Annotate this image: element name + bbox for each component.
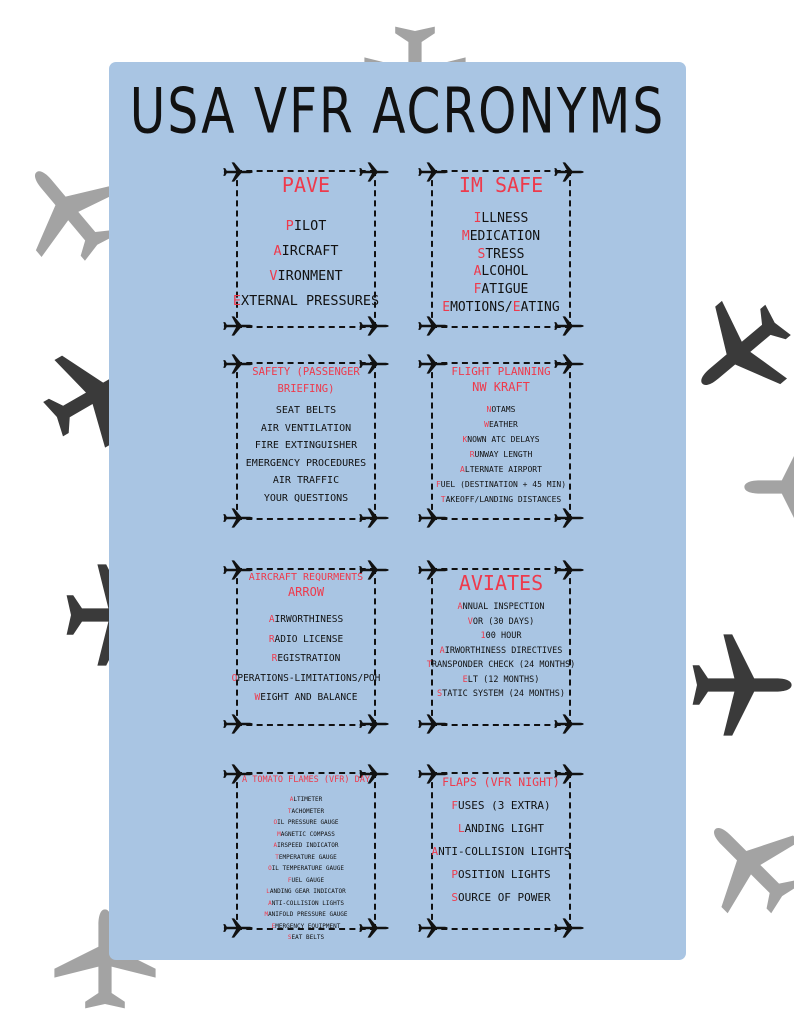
item-text: ANDING LIGHT [464, 822, 545, 835]
acronym-card [431, 772, 571, 930]
item-text: OTAMS [491, 405, 516, 414]
list-item [421, 600, 581, 615]
card-title: FLAPS (VFR NIGHT) [442, 775, 560, 789]
list-item [226, 932, 386, 944]
acronym-letter: O [268, 865, 272, 872]
item-text: ATIGUE [481, 282, 529, 298]
acronym-card [232, 170, 380, 328]
item-text: IL TEMPERATURE GAUGE [271, 865, 344, 872]
acronym-letter: E [232, 293, 241, 309]
acronym-letter: F [287, 876, 292, 884]
list-item [226, 829, 386, 841]
acronym-letter: V [269, 268, 278, 284]
airplane-icon [358, 708, 390, 740]
acronym-letter: I [473, 211, 482, 226]
acronym-list [421, 210, 581, 317]
list-item [226, 817, 386, 829]
list-item [421, 644, 581, 659]
acronym-letter: A [268, 614, 275, 625]
airplane-icon [553, 708, 585, 740]
acronym-card [236, 362, 376, 520]
list-item [421, 615, 581, 630]
list-item [226, 472, 386, 490]
item-text: LTIMETER [293, 796, 323, 803]
acronym-letter: A [460, 465, 465, 474]
item-text: IRCRAFT [281, 243, 339, 259]
acronym-letter: E [271, 922, 276, 930]
list-item [226, 649, 386, 669]
acronym-letter: F [435, 480, 441, 489]
item-text: LT (12 MONTHS) [467, 674, 540, 685]
list-item [226, 437, 386, 455]
acronym-letter: A [439, 645, 445, 656]
item-text: ANDING GEAR INDICATOR [269, 888, 346, 895]
airplane-icon [358, 310, 390, 342]
item-text: EATHER [488, 420, 518, 429]
item-text: AKEOFF/LANDING DISTANCES [445, 495, 562, 504]
acronym-letter: M [264, 911, 269, 918]
list-item [421, 817, 581, 840]
item-text: AIR VENTILATION [260, 422, 352, 434]
acronym-letter: 1 [480, 631, 486, 641]
acronym-letter: T [426, 660, 432, 670]
acronym-letter: F [473, 282, 482, 298]
list-item [421, 281, 581, 299]
acronym-letter: N [486, 405, 492, 414]
acronym-list [421, 402, 581, 507]
list-item [421, 402, 581, 417]
list-item [421, 687, 581, 702]
list-item [421, 417, 581, 432]
item-text: 00 HOUR [485, 631, 522, 641]
list-item [226, 909, 386, 921]
card-title: A TOMATO FLAMES (VFR) DAY [242, 775, 370, 785]
list-item [421, 228, 581, 246]
item-text: RANSPONDER CHECK (24 MONTHS) [431, 660, 576, 670]
acronym-letter: A [273, 842, 278, 849]
airplane-icon [222, 708, 254, 740]
acronym-letter: W [484, 420, 489, 429]
acronym-letter: F [451, 799, 458, 812]
acronym-letter: W [254, 692, 261, 703]
item-text: IRONMENT [277, 268, 343, 284]
list-item [421, 794, 581, 817]
item-text: MERGENCY EQUIPMENT [275, 922, 341, 930]
acronym-letter: A [268, 899, 272, 907]
item-text: EDICATION [469, 228, 541, 244]
acronym-list [226, 402, 386, 507]
airplane-icon [417, 708, 449, 740]
card-title: PAVE [281, 173, 331, 197]
item-text: EMERGENCY PROCEDURES [245, 457, 367, 469]
list-item [226, 264, 386, 289]
list-item [421, 840, 581, 863]
item-text: TRESS [485, 246, 525, 262]
list-item [421, 462, 581, 477]
item-text: AGNETIC COMPASS [280, 830, 335, 838]
list-item [226, 688, 386, 708]
acronym-letter: A [289, 796, 294, 803]
item-text: IRSPEED INDICATOR [277, 842, 339, 849]
bg-plane-icon [673, 787, 794, 943]
item-text: ATING [520, 299, 560, 315]
list-item [226, 794, 386, 806]
item-text: EMPERATURE GAUGE [278, 853, 337, 861]
list-item [226, 806, 386, 818]
card-title: SAFETY (PASSENGER BRIEFING) [252, 366, 360, 395]
list-item [226, 921, 386, 933]
item-text: IRWORTHINESS DIRECTIVES [444, 645, 563, 656]
item-text: PERATIONS-LIMITATIONS/POH [237, 672, 381, 684]
acronym-letter: M [277, 830, 281, 838]
item-text: YOUR QUESTIONS [263, 492, 349, 504]
item-text: FIRE EXTINGUISHER [254, 440, 358, 451]
card-title: FLIGHT PLANNING [451, 365, 551, 378]
acronym-letter: T [275, 853, 279, 861]
acronym-letter: V [467, 616, 473, 627]
acronym-card [231, 568, 381, 726]
acronym-letter: S [451, 891, 458, 904]
acronym-letter: S [287, 934, 292, 941]
item-text: AIR TRAFFIC [272, 475, 340, 486]
acronym-letter: O [273, 819, 278, 826]
item-text: NNUAL INSPECTION [462, 602, 545, 612]
list-item [421, 886, 581, 909]
bg-plane-icon [740, 432, 794, 542]
item-text: NTI-COLLISION LIGHTS [271, 899, 344, 907]
item-text: LCOHOL [481, 264, 529, 280]
item-text: OURCE OF POWER [457, 891, 551, 904]
item-text: UEL (DESTINATION + 45 MIN) [440, 480, 567, 489]
list-item [226, 289, 386, 314]
acronym-letter: P [285, 218, 294, 234]
item-text: SEAT BELTS [275, 405, 337, 416]
card-title: IM SAFE [458, 173, 544, 197]
item-text: MOTIONS/ [450, 299, 513, 315]
item-text: TATIC SYSTEM (24 MONTHS) [442, 689, 565, 699]
poster-panel [109, 62, 686, 960]
airplane-icon [222, 310, 254, 342]
item-text: OR (30 DAYS) [472, 616, 535, 627]
list-item [226, 840, 386, 852]
list-item [421, 477, 581, 492]
list-item [421, 246, 581, 264]
list-item [226, 402, 386, 420]
airplane-icon [417, 912, 449, 944]
acronym-letter: M [461, 228, 470, 244]
acronym-list [226, 610, 386, 708]
item-text: LLNESS [481, 211, 529, 226]
list-item [226, 420, 386, 438]
item-text: EGISTRATION [277, 653, 341, 664]
item-text: UNWAY LENGTH [474, 450, 533, 459]
card-subtitle: ARROW [287, 585, 325, 599]
acronym-letter: A [273, 243, 282, 259]
list-item [226, 239, 386, 264]
acronym-letter: E [462, 674, 468, 685]
acronym-letter: E [442, 299, 451, 315]
list-item [226, 455, 386, 473]
item-text: NOWN ATC DELAYS [467, 435, 540, 444]
item-text: UEL GAUGE [291, 876, 325, 884]
acronym-card [426, 568, 576, 726]
item-text: IL PRESSURE GAUGE [277, 819, 339, 826]
list-item [421, 432, 581, 447]
list-item [226, 490, 386, 508]
item-text: ADIO LICENSE [274, 633, 344, 645]
list-item [421, 492, 581, 507]
acronym-letter: S [437, 689, 443, 699]
item-text: ACHOMETER [291, 807, 325, 815]
list-item [226, 852, 386, 864]
list-item [421, 263, 581, 281]
bg-plane-icon [686, 630, 794, 740]
card-title: AVIATES [458, 571, 544, 595]
item-text: EAT BELTS [291, 934, 325, 941]
card-subtitle: NW KRAFT [472, 380, 530, 395]
item-text: NTI-COLLISION LIGHTS [438, 845, 571, 858]
item-text: IRWORTHINESS [274, 614, 344, 625]
acronym-card [431, 170, 571, 328]
acronym-letter: A [473, 264, 482, 280]
acronym-list [226, 794, 386, 944]
item-text: ILOT [293, 218, 327, 234]
list-item [226, 630, 386, 650]
acronym-letter: L [457, 822, 465, 835]
acronym-letter: R [469, 450, 475, 459]
list-item [226, 875, 386, 887]
acronym-letter: O [231, 672, 238, 684]
page-title: USA VFR ACRONYMS [129, 75, 666, 148]
list-item [226, 669, 386, 689]
acronym-letter: A [431, 845, 439, 858]
airplane-icon [553, 912, 585, 944]
acronym-list [421, 600, 581, 702]
item-text: ANIFOLD PRESSURE GAUGE [268, 911, 348, 918]
list-item [421, 210, 581, 228]
card-title: AIRCRAFT REQURMENTS [248, 572, 364, 583]
acronym-list [421, 794, 581, 909]
list-item [421, 673, 581, 688]
acronym-letter: L [266, 888, 270, 895]
acronym-letter: R [271, 653, 278, 664]
list-item [226, 610, 386, 630]
acronym-letter: T [440, 495, 446, 504]
acronym-list [226, 214, 386, 314]
item-text: OSITION LIGHTS [457, 868, 551, 881]
acronym-letter: T [287, 807, 292, 815]
item-text: LTERNATE AIRPORT [464, 465, 542, 474]
list-item [226, 886, 386, 898]
list-item [421, 629, 581, 644]
item-text: USES (3 EXTRA) [457, 799, 551, 812]
acronym-letter: A [457, 602, 463, 612]
list-item [421, 863, 581, 886]
acronym-letter: S [477, 246, 486, 262]
acronym-card [431, 362, 571, 520]
list-item [421, 658, 581, 673]
list-item [421, 299, 581, 317]
list-item [226, 214, 386, 239]
list-item [421, 447, 581, 462]
item-text: XTERNAL PRESSURES [240, 293, 380, 309]
acronym-letter: R [268, 633, 275, 645]
acronym-card [236, 772, 376, 941]
acronym-letter: K [462, 435, 468, 444]
acronym-letter: P [451, 868, 458, 881]
list-item [226, 898, 386, 910]
list-item [226, 863, 386, 875]
item-text: EIGHT AND BALANCE [260, 692, 358, 703]
acronym-letter: E [512, 299, 521, 315]
